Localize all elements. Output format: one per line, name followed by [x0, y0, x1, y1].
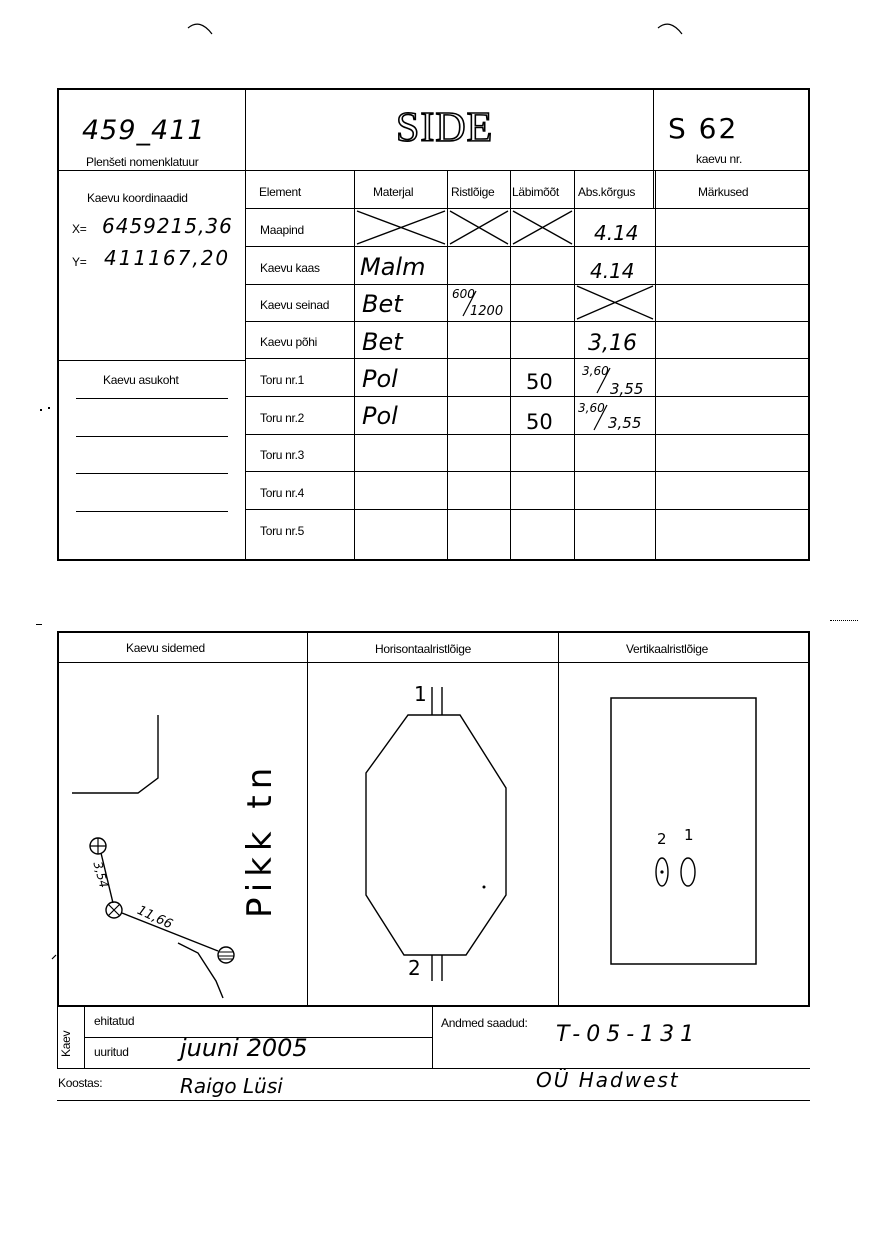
surveyed-label: uuritud — [94, 1045, 129, 1059]
manhole-icon — [106, 902, 122, 918]
street-label: Pikk tn — [240, 761, 280, 918]
location-line — [76, 436, 228, 437]
bottom-abs-height: 3,16 — [588, 331, 637, 356]
lid-material: Malm — [360, 253, 426, 281]
bottom-material: Bet — [362, 328, 403, 356]
walls-cross-bottom: 1200 — [470, 304, 504, 319]
surveyed-value: juuni 2005 — [180, 1034, 308, 1062]
compiler-label: Koostas: — [58, 1076, 103, 1090]
y-label: Y= — [72, 255, 87, 269]
crossed-cell-icon — [448, 209, 510, 246]
header-element: Element — [259, 185, 301, 199]
vertical-pipe-1-label: 1 — [684, 826, 694, 844]
compiler-value: Raigo Lüsi — [180, 1074, 283, 1098]
punch-hole-mark-left — [186, 20, 216, 40]
row-label-bottom: Kaevu põhi — [260, 335, 318, 349]
manhole-icon — [90, 838, 106, 854]
pipe-1-material: Pol — [362, 365, 398, 393]
distance-label-2: 11,66 — [134, 903, 175, 933]
pipe-2-abs-bottom: 3,55 — [608, 414, 642, 432]
pipe-2-material: Pol — [362, 402, 398, 430]
pipe-1-label: 1 — [414, 682, 427, 706]
crossed-cell-icon — [355, 209, 447, 246]
row-label-pipe-5: Toru nr.5 — [260, 524, 304, 538]
row-label-pipe-1: Toru nr.1 — [260, 373, 304, 387]
header-abs-height: Abs.kõrgus — [578, 185, 636, 199]
well-number-value: S 62 — [668, 112, 739, 145]
x-label: X= — [72, 222, 87, 236]
connections-header: Kaevu sidemed — [126, 641, 205, 655]
vertical-section-header: Vertikaalristlõige — [626, 642, 708, 656]
y-coordinate-value: 411167,20 — [104, 246, 231, 270]
scan-speck — [830, 620, 858, 622]
page-title: SIDE — [396, 105, 494, 151]
crossed-cell-icon — [575, 284, 655, 321]
walls-cross-top: 600 — [452, 287, 475, 301]
location-line — [76, 511, 228, 512]
data-received-label: Andmed saadud: — [441, 1016, 528, 1030]
data-received-value: T-05-131 — [556, 1022, 701, 1047]
location-line — [76, 473, 228, 474]
horizontal-section-drawing — [308, 663, 558, 1003]
manhole-icon — [218, 947, 234, 963]
row-label-lid: Kaevu kaas — [260, 261, 320, 275]
crossed-cell-icon — [511, 209, 574, 246]
coordinates-label: Kaevu koordinaadid — [87, 191, 188, 205]
pipe-2-diameter: 50 — [526, 410, 553, 434]
distance-label-1: 3,54 — [90, 860, 111, 890]
scan-speck — [36, 624, 42, 625]
punch-hole-mark-right — [656, 20, 686, 40]
pipe-2-abs-top: 3,60 — [578, 401, 605, 415]
header-remarks: Märkused — [698, 185, 749, 199]
pipe-2-label: 2 — [408, 956, 421, 980]
header-material: Materjal — [373, 185, 414, 199]
ground-abs-height: 4.14 — [594, 221, 639, 245]
kaev-label: Kaev — [59, 1030, 73, 1057]
pipe-1-abs-top: 3,60 — [582, 364, 609, 378]
row-label-pipe-4: Toru nr.4 — [260, 486, 304, 500]
company-value: OÜ Hadwest — [536, 1068, 680, 1092]
built-label: ehitatud — [94, 1014, 135, 1028]
row-label-walls: Kaevu seinad — [260, 298, 330, 312]
pipe-1-abs-bottom: 3,55 — [610, 380, 644, 398]
x-coordinate-value: 6459215,36 — [102, 214, 233, 238]
header-cross-section: Ristlõige — [451, 185, 495, 199]
nomenclature-value: 459_411 — [82, 115, 206, 146]
row-label-ground: Maapind — [260, 223, 304, 237]
location-line — [76, 398, 228, 399]
vertical-pipe-2-label: 2 — [657, 830, 667, 848]
header-diameter: Läbimõõt — [512, 185, 559, 199]
pipe-1-diameter: 50 — [526, 370, 553, 394]
scan-speck — [48, 407, 50, 409]
scan-speck — [40, 409, 42, 411]
location-label: Kaevu asukoht — [103, 373, 179, 387]
nomenclature-label: Plenšeti nomenklatuur — [86, 155, 199, 169]
horizontal-section-header: Horisontaalristlõige — [375, 642, 472, 656]
walls-material: Bet — [362, 290, 403, 318]
well-number-label: kaevu nr. — [696, 152, 742, 166]
row-label-pipe-3: Toru nr.3 — [260, 448, 304, 462]
row-label-pipe-2: Toru nr.2 — [260, 411, 304, 425]
lid-abs-height: 4.14 — [590, 259, 635, 283]
